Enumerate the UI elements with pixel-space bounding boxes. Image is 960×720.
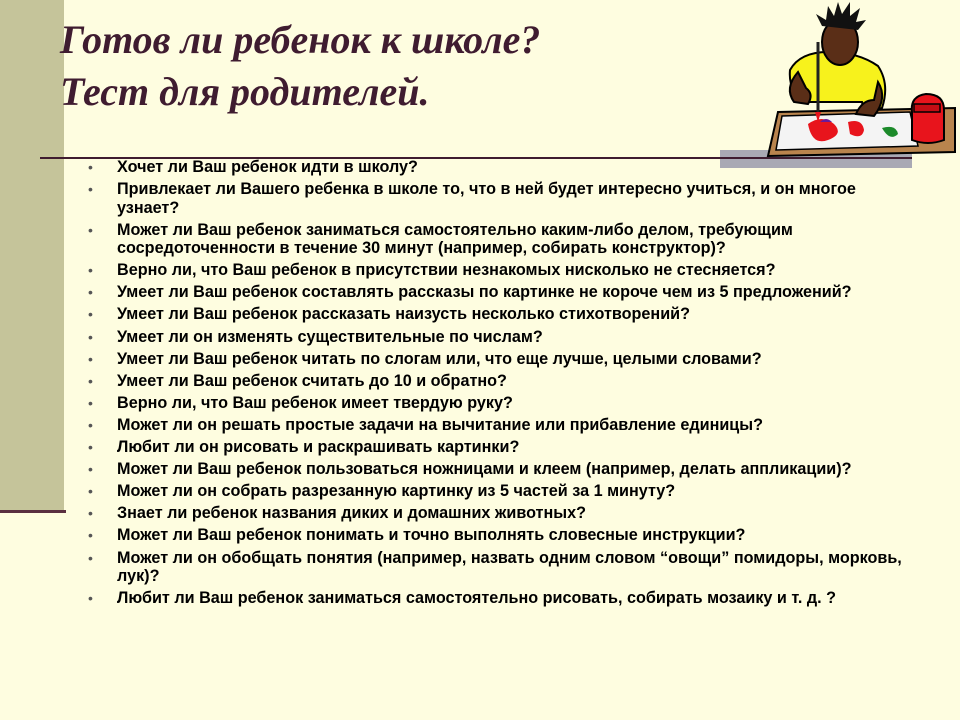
question-item	[88, 438, 908, 457]
question-item	[88, 221, 908, 258]
bullet-icon: •	[88, 549, 93, 566]
bullet-icon: •	[88, 505, 93, 522]
question-item	[88, 394, 908, 413]
question-text: Может ли он собрать разрезанную картинку из 5 частей за 1 минуту?	[117, 482, 676, 501]
bullet-icon: •	[88, 262, 93, 279]
bullet-icon: •	[88, 306, 93, 323]
question-text: Может ли он решать простые задачи на вычитание или прибавление единицы?	[117, 415, 763, 434]
question-list	[88, 158, 908, 611]
bullet-icon: •	[88, 181, 93, 198]
page-title	[60, 14, 540, 118]
bullet-icon: •	[88, 461, 93, 478]
child-painting-illustration	[760, 0, 960, 160]
question-text: Может ли Ваш ребенок пользоваться ножницами и клеем (например, делать аппликации)?	[117, 460, 852, 479]
title-line-2: Тест для родителей.	[60, 69, 430, 114]
question-text: Может ли Ваш ребенок понимать и точно выполнять словесные инструкции?	[117, 526, 746, 545]
bullet-icon: •	[88, 590, 93, 607]
question-item	[88, 261, 908, 280]
question-item	[88, 305, 908, 324]
question-item	[88, 372, 908, 391]
title-line-1: Готов ли ребенок к школе?	[60, 17, 541, 62]
question-text: Умеет ли Ваш ребенок составлять рассказы по картинке не короче чем из 5 предложений?	[117, 283, 852, 302]
question-text: Хочет ли Ваш ребенок идти в школу?	[117, 158, 418, 176]
question-item	[88, 549, 908, 586]
question-text: Умеет ли Ваш ребенок считать до 10 и обратно?	[117, 371, 507, 390]
question-text: Умеет ли Ваш ребенок рассказать наизусть несколько стихотворений?	[117, 305, 691, 324]
question-item	[88, 180, 908, 217]
side-band-divider	[0, 510, 66, 513]
question-item	[88, 416, 908, 435]
bullet-icon: •	[88, 439, 93, 456]
bullet-icon: •	[88, 284, 93, 301]
question-text: Может ли Ваш ребенок заниматься самостоятельно каким-либо делом, требующим сосредоточенности в течение 30 минут (например, собирать конструктор)?	[117, 220, 793, 258]
question-item	[88, 158, 908, 177]
question-text: Может ли он обобщать понятия (например, назвать одним словом “овощи” помидоры, морковь, лук)?	[117, 548, 902, 585]
question-text: Умеет ли Ваш ребенок читать по слогам или, что еще лучше, целыми словами?	[117, 349, 762, 368]
bullet-icon: •	[88, 394, 93, 411]
bullet-icon: •	[88, 159, 93, 175]
question-text: Любит ли Ваш ребенок заниматься самостоятельно рисовать, собирать мозаику и т. д. ?	[117, 589, 837, 608]
question-item	[88, 460, 908, 479]
question-item	[88, 482, 908, 501]
bullet-icon: •	[88, 328, 93, 345]
question-text: Верно ли, что Ваш ребенок имеет твердую руку?	[117, 393, 513, 412]
bullet-icon: •	[88, 372, 93, 389]
question-text: Умеет ли он изменять существительные по числам?	[117, 327, 543, 346]
side-band	[0, 0, 64, 512]
question-item	[88, 504, 908, 523]
bullet-icon: •	[88, 350, 93, 367]
bullet-icon: •	[88, 527, 93, 544]
bullet-icon: •	[88, 416, 93, 433]
question-text: Знает ли ребенок названия диких и домашних животных?	[117, 504, 586, 523]
question-text: Привлекает ли Вашего ребенка в школе то, что в ней будет интересно учиться, и он многое узнает?	[117, 180, 856, 217]
question-item	[88, 350, 908, 369]
question-item	[88, 328, 908, 347]
bullet-icon: •	[88, 483, 93, 500]
question-item	[88, 589, 908, 608]
bullet-icon: •	[88, 221, 93, 238]
question-text: Верно ли, что Ваш ребенок в присутствии незнакомых нисколько не стесняется?	[117, 261, 776, 280]
question-text: Любит ли он рисовать и раскрашивать картинки?	[117, 438, 520, 457]
question-item	[88, 526, 908, 545]
question-item	[88, 283, 908, 302]
